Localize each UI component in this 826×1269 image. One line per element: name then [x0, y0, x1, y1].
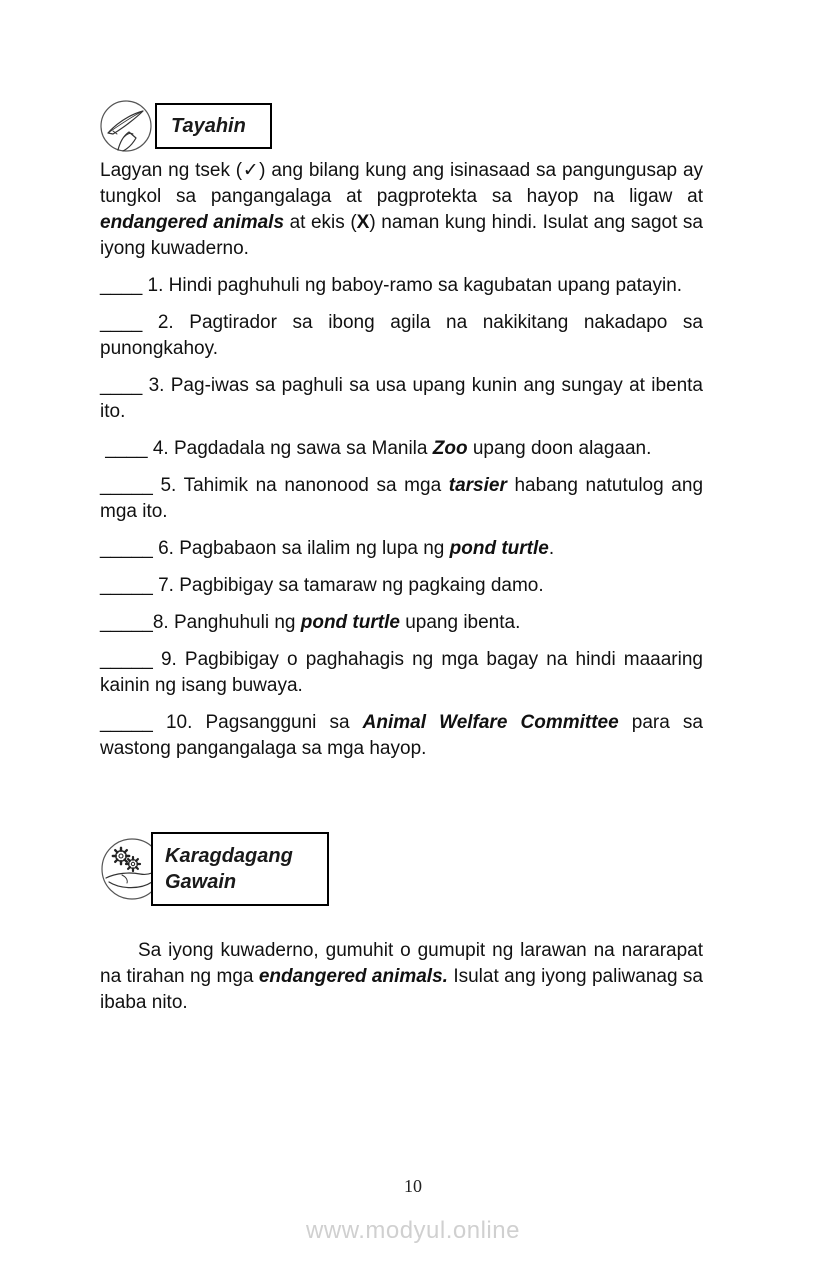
quiz-item-4: ____ 4. Pagdadala ng sawa sa Manila Zoo upang doon alagaan. — [100, 438, 652, 459]
quiz-item-6: _____ 6. Pagbabaon sa ilalim ng lupa ng pond turtle. — [100, 538, 555, 559]
quiz-item-7: _____ 7. Pagbibigay sa tamaraw ng pagkaing damo. — [100, 575, 544, 596]
quiz-items — [100, 273, 709, 762]
page-number: 10 — [404, 1176, 422, 1196]
quiz-item-5: _____ 5. Tahimik na nanonood sa mga tarsier habang natutulog ang mga ito. — [100, 475, 709, 522]
section-title-karagdagang-gawain: Karagdagang Gawain — [165, 845, 293, 893]
quiz-item-3: ____ 3. Pag-iwas sa paghuli sa usa upang kunin ang sungay at ibenta ito. — [100, 375, 709, 422]
hand-writing-icon — [100, 100, 152, 152]
quiz-item-9: _____ 9. Pagbibigay o paghahagis ng mga bagay na hindi maaaring kainin ng isang buwaya. — [100, 649, 709, 696]
karagdagang-gawain-header — [100, 832, 703, 906]
tayahin-instructions: Lagyan ng tsek (✓) ang bilang kung ang isinasaad sa pangungusap ay tungkol sa pangangalaga at pagprotekta sa hayop na ligaw at endangered animals at ekis (X) naman kung hindi. Isulat ang sagot sa iyong kuwaderno. — [100, 160, 704, 259]
quiz-item-1: ____ 1. Hindi paghuhuli ng baboy-ramo sa kagubatan upang patayin. — [100, 275, 683, 296]
quiz-item-10: _____ 10. Pagsangguni sa Animal Welfare Committee para sa wastong pangangalaga sa mga hayop. — [100, 712, 709, 759]
tayahin-header — [100, 100, 703, 152]
watermark: www.modyul.online — [306, 1217, 520, 1244]
quiz-item-8: _____8. Panghuhuli ng pond turtle upang ibenta. — [100, 612, 521, 633]
karagdagang-gawain-title-box — [151, 832, 329, 906]
quiz-item-2: ____ 2. Pagtirador sa ibong agila na nakikitang nakadapo sa punongkahoy. — [100, 312, 709, 359]
karagdagang-gawain-instructions: Sa iyong kuwaderno, gumuhit o gumupit ng larawan na nararapat na tirahan ng mga endangered animals. Isulat ang iyong paliwanag sa ibaba nito. — [100, 940, 703, 1013]
worksheet-page — [0, 100, 826, 1016]
section-title-tayahin: Tayahin — [171, 115, 246, 137]
tayahin-title-box — [155, 103, 272, 149]
